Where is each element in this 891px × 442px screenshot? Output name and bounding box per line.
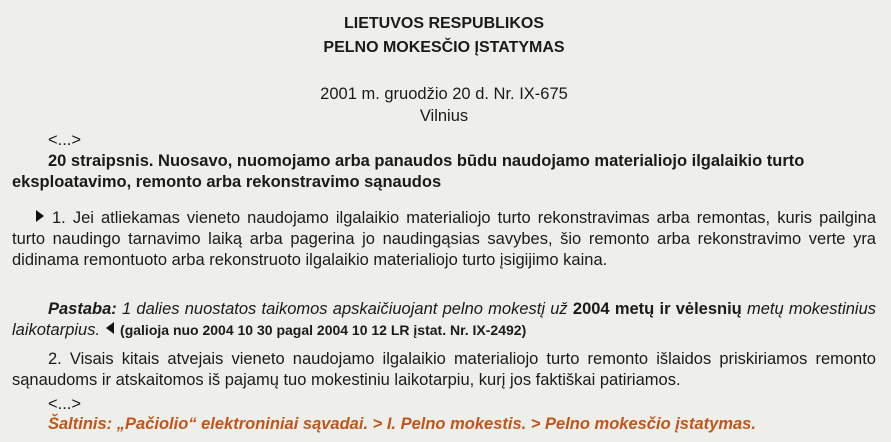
- article-title: 20 straipsnis. Nuosavo, nuomojamo arba panaudos būdu naudojamo materialiojo ilgalaikio turto eksploatavimo, remonto arba rekonstravimo sąnaudos: [12, 152, 805, 191]
- note-bold-text: 2004 metų ir vėlesnių: [572, 300, 742, 318]
- validity-note: (galioja nuo 2004 10 30 pagal 2004 10 12 LR įstat. Nr. IX-2492): [120, 322, 527, 338]
- triangle-right-icon: [36, 210, 44, 222]
- law-document: [12, 0, 876, 442]
- document-city: Vilnius: [419, 107, 469, 125]
- note-paragraph: [12, 299, 876, 341]
- paragraph-1-text: 1. Jei atliekamas vieneto naudojamo ilgalaikio materialiojo turto rekonstravimas arba remontas, kuris pailgina turto naudingo tarnavimo laiką arba pagerina jo naudingąsias savybes, šio remonto arba rekonstravimo verte yra didinama remontuoto arba rekonstruoto ilgalaikio materialiojo turto įsigijimo kaina.: [12, 209, 876, 269]
- paragraph-1: [12, 208, 876, 271]
- omission-marker-bottom: <...>: [48, 395, 82, 413]
- document-title-line1: LIETUVOS RESPUBLIKOS: [343, 15, 545, 32]
- omission-marker-top: <...>: [48, 131, 82, 149]
- note-label: Pastaba:: [48, 300, 117, 318]
- source-link[interactable]: Šaltinis: „Pačiolio“ elektroniniai sąvadai. > I. Pelno mokestis. > Pelno mokesčio įstatymas.: [48, 415, 756, 433]
- triangle-left-icon: [106, 322, 114, 334]
- document-date: 2001 m. gruodžio 20 d. Nr. IX-675: [320, 85, 568, 103]
- note-text-after: metų mokestinius laikotarpius.: [12, 300, 877, 339]
- paragraph-2: 2. Visais kitais atvejais vieneto naudojamo ilgalaikio materialiojo turto remonto išlaidos priskiriamos remonto sąnaudoms ir atskaitomos iš pajamų tuo mokestiniu laikotarpiu, kurį jos faktiškai patiriamos.: [12, 350, 876, 389]
- note-text-before: 1 dalies nuostatos taikomos apskaičiuojant pelno mokestį už: [116, 300, 573, 318]
- document-title-line2: PELNO MOKESČIO ĮSTATYMAS: [323, 39, 565, 56]
